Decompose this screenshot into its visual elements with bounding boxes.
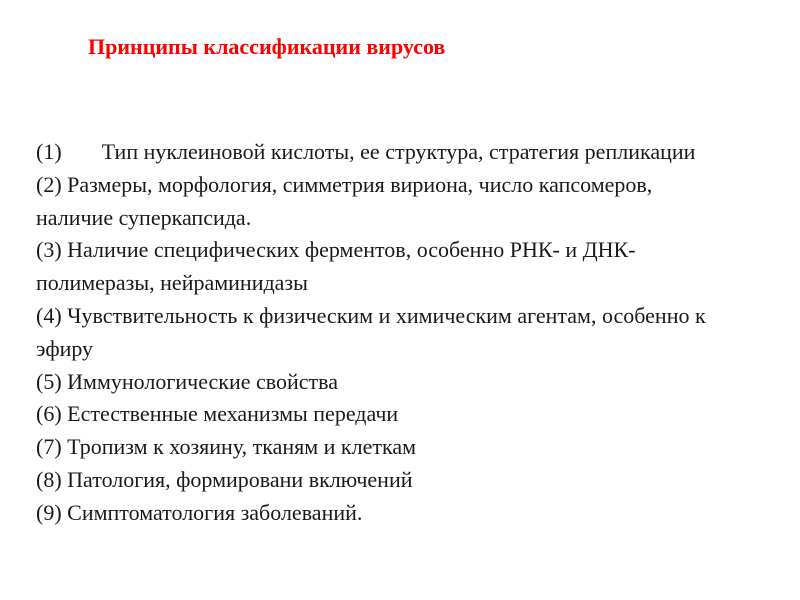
- item-marker: (5): [36, 368, 62, 394]
- item-marker: (4): [36, 302, 62, 328]
- item-text: Патология, формировани включений: [67, 466, 413, 492]
- item-text: Иммунологические свойства: [67, 368, 339, 394]
- item-text: Тип нуклеиновой кислоты, ее структура, стратегия репликации: [101, 139, 696, 164]
- item-marker: (8): [36, 466, 62, 492]
- list-item-9: [36, 497, 728, 530]
- list-item-6: [36, 398, 728, 431]
- principles-list: [36, 136, 728, 530]
- item-marker: (9): [36, 499, 62, 525]
- list-item-8: [36, 464, 728, 497]
- list-item-7: [36, 431, 728, 464]
- item-marker: (1): [36, 139, 62, 164]
- item-text: Размеры, морфология, симметрия вириона, число капсомеров, наличие суперкапсида.: [36, 171, 653, 230]
- item-text: Тропизм к хозяину, тканям и клеткам: [67, 434, 417, 460]
- item-marker: (7): [36, 434, 62, 460]
- item-text: Чувствительность к физическим и химическим агентам, особенно к эфиру: [36, 302, 706, 361]
- list-item-5: [36, 366, 728, 399]
- item-text: Естественные механизмы передачи: [67, 401, 399, 427]
- item-marker: (6): [36, 401, 62, 427]
- list-item-2: [36, 169, 728, 235]
- item-text: Симптоматология заболеваний.: [67, 499, 363, 525]
- item-marker: (3): [36, 237, 62, 263]
- list-item-4: [36, 300, 728, 366]
- item-text: Наличие специфических ферментов, особенно РНК- и ДНК-полимеразы, нейраминидазы: [36, 237, 636, 296]
- item-marker: (2): [36, 171, 62, 197]
- slide-title: Принципы классификации вирусов: [88, 34, 446, 59]
- list-item-1: [36, 136, 728, 169]
- list-item-3: [36, 234, 728, 300]
